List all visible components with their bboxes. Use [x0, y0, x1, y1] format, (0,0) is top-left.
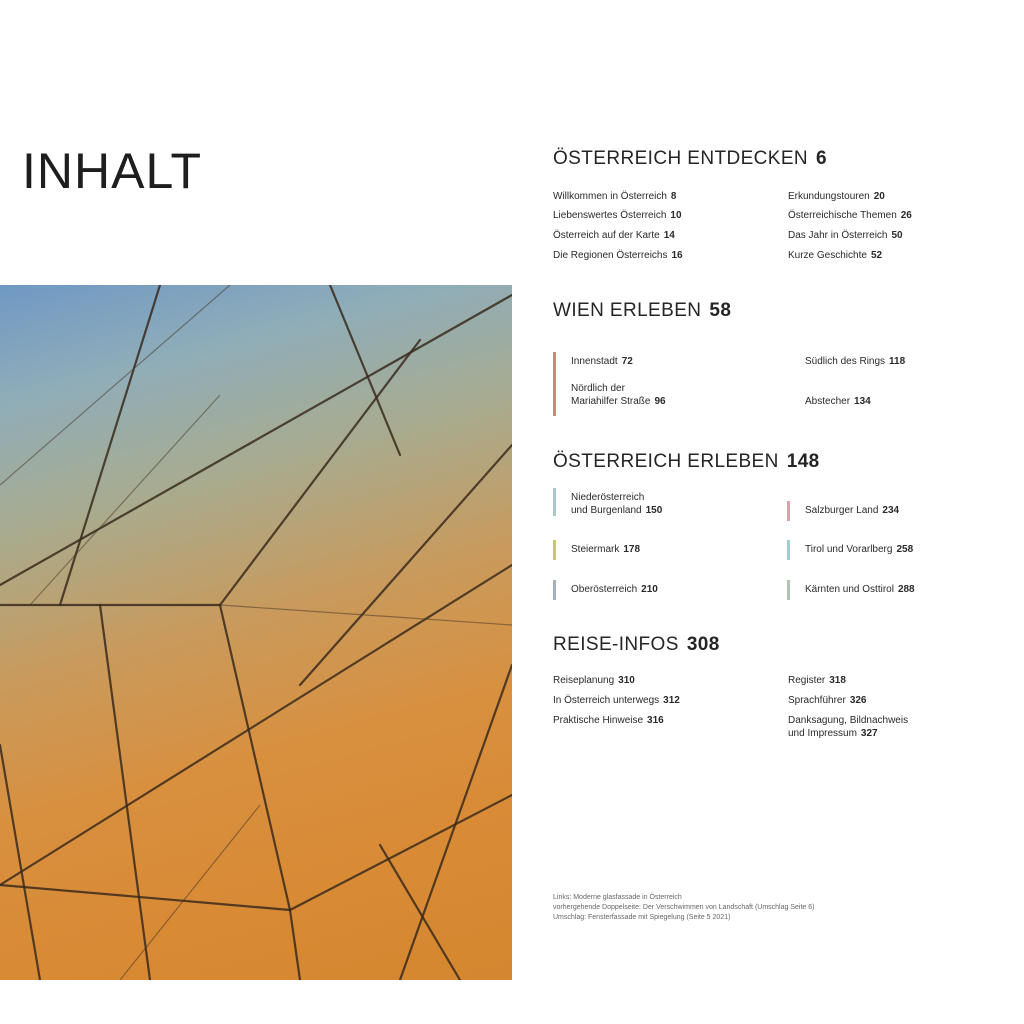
page-title: INHALT	[22, 143, 203, 199]
entry-label: Österreich auf der Karte	[553, 230, 660, 241]
entry-page: 310	[618, 675, 635, 686]
toc-entry[interactable]	[553, 209, 682, 222]
credit-line: Links: Moderne glasfassade in Österreich	[553, 894, 682, 901]
toc-entry[interactable]	[788, 209, 912, 222]
entry-label: Österreichische Themen	[788, 210, 897, 221]
entry-page: 118	[889, 356, 906, 367]
section-heading-oesterreich-erleben[interactable]	[553, 451, 993, 473]
entry-label-line2: und Burgenland	[571, 505, 642, 516]
toc-entry[interactable]	[805, 395, 871, 408]
section-page: 58	[709, 300, 732, 321]
section-heading-reise-infos[interactable]	[553, 634, 993, 656]
toc-entry[interactable]	[553, 229, 675, 242]
entry-label: Südlich des Rings	[805, 356, 886, 367]
glass-facade-frame-lines	[0, 285, 512, 980]
entry-label-line1: Niederösterreich	[571, 492, 645, 503]
entry-page: 96	[654, 396, 666, 407]
toc-entry[interactable]	[788, 229, 903, 242]
entry-label: Sprachführer	[788, 695, 846, 706]
toc-entry[interactable]	[805, 355, 905, 368]
entry-label: Liebenswertes Österreich	[553, 210, 667, 221]
section-page: 308	[686, 634, 720, 655]
entry-label: Salzburger Land	[805, 505, 879, 516]
section-page: 6	[816, 148, 827, 169]
entry-page: 14	[663, 230, 675, 241]
entry-label: Die Regionen Österreichs	[553, 250, 668, 261]
toc-entry[interactable]	[788, 694, 867, 707]
entry-page: 20	[873, 191, 885, 202]
entry-label: In Österreich unterwegs	[553, 695, 660, 706]
region-color-bar	[553, 488, 556, 516]
entry-label: Das Jahr in Österreich	[788, 230, 888, 241]
entry-label: Tirol und Vorarlberg	[805, 544, 893, 555]
entry-label-line1: Danksagung, Bildnachweis	[788, 715, 909, 726]
region-color-bar	[787, 501, 790, 521]
entry-page: 288	[897, 584, 915, 595]
section-title: ÖSTERREICH ERLEBEN	[553, 451, 779, 472]
entry-page: 318	[829, 675, 846, 686]
toc-entry-steiermark[interactable]	[553, 543, 753, 556]
toc-entry[interactable]	[788, 714, 908, 740]
entry-page: 327	[860, 728, 878, 739]
toc-entry[interactable]	[553, 190, 676, 203]
toc-entry-noerdlich[interactable]	[553, 382, 753, 408]
facade-photo	[0, 285, 512, 980]
entry-label: Innenstadt	[571, 356, 618, 367]
entry-page: 316	[647, 715, 664, 726]
toc-entry-innenstadt[interactable]	[553, 355, 753, 368]
entry-page: 134	[854, 396, 871, 407]
toc-entry-niederoesterreich[interactable]	[553, 491, 753, 517]
section-heading-oesterreich-entdecken[interactable]	[553, 148, 993, 170]
section-title: ÖSTERREICH ENTDECKEN	[553, 148, 809, 169]
entry-label: Kärnten und Osttirol	[805, 584, 894, 595]
entry-label: Erkundungstouren	[788, 191, 870, 202]
toc-entry[interactable]	[788, 190, 885, 203]
toc-entry[interactable]	[788, 674, 846, 687]
section-title: REISE-INFOS	[553, 634, 679, 655]
region-color-bar	[553, 540, 556, 560]
entry-page: 210	[641, 584, 658, 595]
photo-credits	[553, 893, 893, 923]
entry-label: Willkommen in Österreich	[553, 191, 667, 202]
toc-entry[interactable]	[553, 249, 683, 262]
entry-label: Praktische Hinweise	[553, 715, 644, 726]
entry-page: 150	[645, 505, 663, 516]
entry-page: 326	[849, 695, 867, 706]
entry-page: 234	[882, 505, 900, 516]
entry-label: Reiseplanung	[553, 675, 615, 686]
toc-entry[interactable]	[553, 714, 664, 727]
entry-label-line1: Nördlich der	[571, 383, 625, 394]
credit-line: Umschlag: Fensterfassade mit Spiegelung (Seite 5 2021)	[553, 914, 731, 921]
entry-page: 16	[671, 250, 683, 261]
region-color-bar	[553, 580, 556, 600]
toc-entry[interactable]	[553, 674, 635, 687]
entry-page: 52	[870, 250, 883, 261]
credit-line: vorhergehende Doppelseite: Der Verschwimmen von Landschaft (Umschlag Seite 6)	[553, 904, 815, 911]
toc-entry-kaernten[interactable]	[787, 583, 987, 596]
entry-label-line2: Mariahilfer Straße	[571, 396, 651, 407]
toc-entry-tirol[interactable]	[787, 543, 987, 556]
toc-entry-oberoesterreich[interactable]	[553, 583, 753, 596]
entry-page: 8	[670, 191, 677, 202]
region-color-bar	[787, 540, 790, 560]
entry-page: 178	[623, 544, 641, 555]
section-page: 148	[786, 451, 820, 472]
entry-page: 258	[896, 544, 914, 555]
section-heading-wien-erleben[interactable]	[553, 300, 993, 322]
entry-label: Register	[788, 675, 826, 686]
entry-page: 50	[891, 230, 903, 241]
entry-page: 10	[670, 210, 682, 221]
entry-label-line2: und Impressum	[788, 728, 857, 739]
entry-label: Steiermark	[571, 544, 620, 555]
entry-page: 312	[663, 695, 680, 706]
toc-entry[interactable]	[788, 249, 882, 262]
section-title: WIEN ERLEBEN	[553, 300, 702, 321]
entry-page: 72	[621, 356, 633, 367]
entry-page: 26	[900, 210, 912, 221]
toc-entry[interactable]	[553, 694, 680, 707]
entry-label: Oberösterreich	[571, 584, 638, 595]
region-color-bar	[787, 580, 790, 600]
entry-label: Abstecher	[805, 396, 851, 407]
toc-entry-salzburger-land[interactable]	[787, 504, 987, 517]
entry-label: Kurze Geschichte	[788, 250, 867, 261]
